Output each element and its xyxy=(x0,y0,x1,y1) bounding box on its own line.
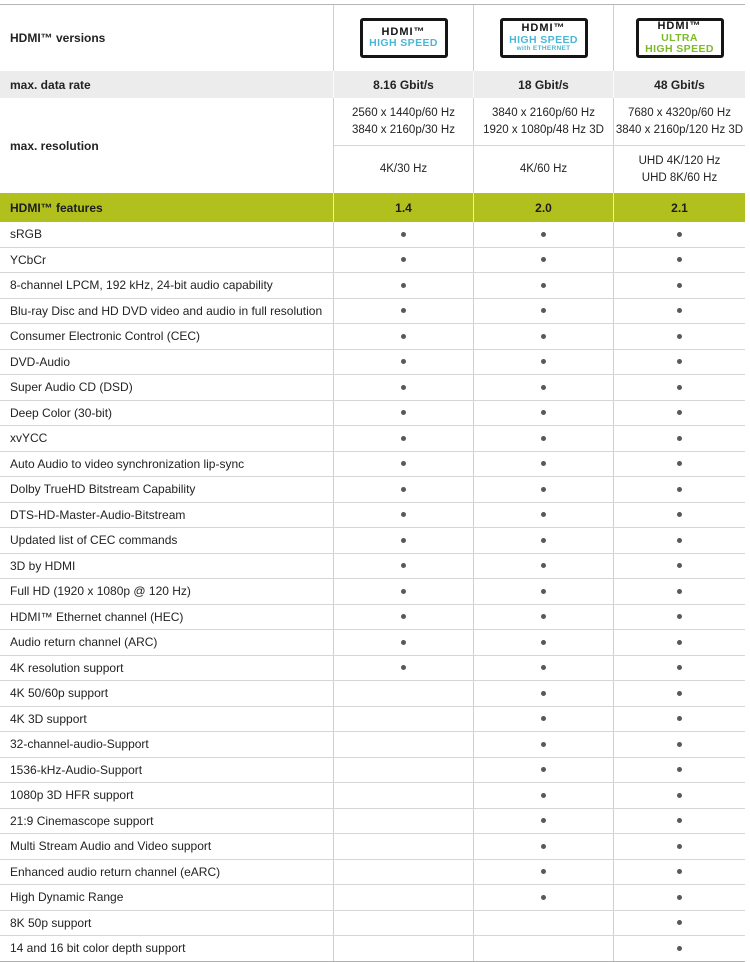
support-dot xyxy=(677,385,682,390)
hdmi-high-speed-ethernet-badge xyxy=(500,18,588,58)
resolution-cell xyxy=(613,98,745,146)
badge-line: HIGH SPEED xyxy=(369,37,438,50)
support-dot xyxy=(677,640,682,645)
feature-label: DVD-Audio xyxy=(10,354,71,369)
support-dot xyxy=(541,742,546,747)
support-cell xyxy=(613,401,745,426)
support-cell xyxy=(333,834,473,859)
support-cell xyxy=(473,630,613,655)
support-cell xyxy=(333,936,473,961)
support-cell xyxy=(473,783,613,808)
table-row xyxy=(0,605,745,631)
support-dot xyxy=(541,691,546,696)
resolution-line: UHD 8K/60 Hz xyxy=(641,171,718,184)
support-cell xyxy=(473,809,613,834)
support-cell xyxy=(333,375,473,400)
support-dot xyxy=(401,359,406,364)
support-cell xyxy=(613,375,745,400)
support-cell xyxy=(473,324,613,349)
support-cell xyxy=(613,350,745,375)
support-dot xyxy=(677,512,682,517)
table-row xyxy=(0,452,745,478)
feature-label: 8K 50p support xyxy=(10,915,92,930)
support-cell xyxy=(473,248,613,273)
support-cell xyxy=(473,707,613,732)
support-cell xyxy=(613,579,745,604)
support-dot xyxy=(677,691,682,696)
support-dot xyxy=(541,257,546,262)
support-cell xyxy=(473,273,613,298)
column-hdmi-2-0 xyxy=(473,5,613,71)
table-row xyxy=(0,248,745,274)
feature-label: 8-channel LPCM, 192 kHz, 24-bit audio capability xyxy=(10,278,273,293)
feature-label: Consumer Electronic Control (CEC) xyxy=(10,329,201,344)
support-cell xyxy=(333,401,473,426)
support-cell xyxy=(613,452,745,477)
support-cell xyxy=(473,222,613,247)
support-dot xyxy=(541,359,546,364)
support-dot xyxy=(677,436,682,441)
support-dot xyxy=(677,742,682,747)
support-cell xyxy=(613,503,745,528)
support-dot xyxy=(401,487,406,492)
support-dot xyxy=(401,385,406,390)
support-cell xyxy=(473,401,613,426)
support-cell xyxy=(473,477,613,502)
support-dot xyxy=(541,283,546,288)
data-rate-row xyxy=(0,71,745,98)
support-dot xyxy=(401,538,406,543)
support-cell xyxy=(333,579,473,604)
resolution-line: 4K/60 Hz xyxy=(519,163,568,176)
support-dot xyxy=(541,461,546,466)
table-row xyxy=(0,554,745,580)
table-row xyxy=(0,503,745,529)
support-cell xyxy=(613,707,745,732)
support-cell xyxy=(473,860,613,885)
feature-label: Dolby TrueHD Bitstream Capability xyxy=(10,482,196,497)
support-dot xyxy=(541,563,546,568)
features-header-label: HDMI™ features xyxy=(10,200,103,215)
support-dot xyxy=(541,334,546,339)
support-dot xyxy=(677,946,682,951)
feature-label: Updated list of CEC commands xyxy=(10,533,178,548)
table-row xyxy=(0,681,745,707)
support-cell xyxy=(613,834,745,859)
support-dot xyxy=(677,665,682,670)
feature-label: Super Audio CD (DSD) xyxy=(10,380,133,395)
support-dot xyxy=(401,308,406,313)
table-row xyxy=(0,758,745,784)
support-dot xyxy=(541,410,546,415)
support-cell xyxy=(333,732,473,757)
column-hdmi-2-1 xyxy=(613,5,745,71)
badge-line: ULTRA xyxy=(661,31,698,44)
support-dot xyxy=(677,334,682,339)
support-cell xyxy=(333,248,473,273)
version-number: 2.1 xyxy=(613,193,745,222)
support-cell xyxy=(613,477,745,502)
support-dot xyxy=(677,538,682,543)
version-number: 2.0 xyxy=(473,193,613,222)
feature-label: YCbCr xyxy=(10,252,47,267)
support-cell xyxy=(333,783,473,808)
hdmi-logo-icon: HDMI™ xyxy=(381,25,426,38)
table-row xyxy=(0,656,745,682)
support-dot xyxy=(677,257,682,262)
feature-label: 4K 3D support xyxy=(10,711,87,726)
support-cell xyxy=(333,477,473,502)
feature-label: Blu-ray Disc and HD DVD video and audio in full resolution xyxy=(10,303,323,318)
table-row xyxy=(0,732,745,758)
support-dot xyxy=(677,614,682,619)
resolution-line: 1920 x 1080p/48 Hz 3D xyxy=(483,123,604,136)
support-dot xyxy=(541,614,546,619)
support-cell xyxy=(613,273,745,298)
support-dot xyxy=(677,359,682,364)
support-cell xyxy=(333,452,473,477)
page xyxy=(0,4,750,956)
support-cell xyxy=(473,834,613,859)
support-cell xyxy=(333,273,473,298)
support-cell xyxy=(473,554,613,579)
support-cell xyxy=(473,656,613,681)
support-dot xyxy=(541,844,546,849)
version-number: 1.4 xyxy=(333,193,473,222)
support-cell xyxy=(473,426,613,451)
resolution-cell xyxy=(613,146,745,193)
support-cell xyxy=(333,758,473,783)
feature-label: 14 and 16 bit color depth support xyxy=(10,941,186,956)
versions-row xyxy=(0,5,745,71)
hdmi-logo-icon: HDMI™ xyxy=(657,20,702,33)
support-dot xyxy=(677,308,682,313)
support-dot xyxy=(401,614,406,619)
support-dot xyxy=(541,487,546,492)
table-row xyxy=(0,911,745,937)
feature-label: 4K resolution support xyxy=(10,660,124,675)
table-row xyxy=(0,783,745,809)
feature-label: 21:9 Cinemascope support xyxy=(10,813,154,828)
column-hdmi-1-4 xyxy=(333,5,473,71)
feature-label: DTS-HD-Master-Audio-Bitstream xyxy=(10,507,186,522)
support-dot xyxy=(401,665,406,670)
support-cell xyxy=(473,452,613,477)
badge-line: HIGH SPEED xyxy=(509,33,578,46)
feature-label: Enhanced audio return channel (eARC) xyxy=(10,864,221,879)
support-cell xyxy=(333,656,473,681)
support-dot xyxy=(677,818,682,823)
support-cell xyxy=(333,503,473,528)
support-dot xyxy=(541,589,546,594)
resolution-cell xyxy=(333,146,473,193)
feature-label: High Dynamic Range xyxy=(10,890,124,905)
support-cell xyxy=(333,885,473,910)
table-row xyxy=(0,860,745,886)
support-cell xyxy=(613,324,745,349)
support-cell xyxy=(333,809,473,834)
support-cell xyxy=(333,324,473,349)
support-dot xyxy=(401,283,406,288)
support-dot xyxy=(541,767,546,772)
table-row xyxy=(0,375,745,401)
resolution-cell xyxy=(473,146,613,193)
support-cell xyxy=(473,758,613,783)
support-cell xyxy=(613,248,745,273)
feature-label: Auto Audio to video synchronization lip-sync xyxy=(10,456,245,471)
support-cell xyxy=(473,885,613,910)
support-cell xyxy=(473,936,613,961)
support-dot xyxy=(541,232,546,237)
data-rate-value: 8.16 Gbit/s xyxy=(333,71,473,98)
support-cell xyxy=(473,579,613,604)
support-cell xyxy=(613,758,745,783)
feature-label: 3D by HDMI xyxy=(10,558,76,573)
support-cell xyxy=(613,554,745,579)
support-dot xyxy=(541,308,546,313)
features-header-row xyxy=(0,193,745,222)
feature-label: 1536-kHz-Audio-Support xyxy=(10,762,143,777)
support-dot xyxy=(677,410,682,415)
resolution-line: 7680 x 4320p/60 Hz xyxy=(628,106,731,119)
feature-label: Audio return channel (ARC) xyxy=(10,635,158,650)
support-dot xyxy=(677,844,682,849)
resolution-line: 3840 x 2160p/60 Hz xyxy=(492,106,595,119)
table-row xyxy=(0,273,745,299)
feature-label: sRGB xyxy=(10,227,43,242)
support-cell xyxy=(613,732,745,757)
feature-label: HDMI™ Ethernet channel (HEC) xyxy=(10,609,184,624)
support-cell xyxy=(613,783,745,808)
table-row xyxy=(0,528,745,554)
resolution-cell xyxy=(473,98,613,146)
support-dot xyxy=(401,334,406,339)
max-resolution-label: max. resolution xyxy=(10,138,99,153)
support-cell xyxy=(473,503,613,528)
table-row xyxy=(0,401,745,427)
support-cell xyxy=(613,528,745,553)
table-row xyxy=(0,299,745,325)
table-row xyxy=(0,350,745,376)
table-row xyxy=(0,834,745,860)
support-cell xyxy=(613,681,745,706)
support-dot xyxy=(677,716,682,721)
hdmi-ultra-high-speed-badge xyxy=(636,18,724,58)
support-cell xyxy=(613,936,745,961)
badge-line: HIGH SPEED xyxy=(645,42,714,55)
support-dot xyxy=(677,232,682,237)
support-cell xyxy=(473,299,613,324)
support-dot xyxy=(677,487,682,492)
support-cell xyxy=(333,681,473,706)
max-resolution-row xyxy=(0,98,745,193)
support-cell xyxy=(613,222,745,247)
support-cell xyxy=(473,605,613,630)
support-dot xyxy=(541,538,546,543)
badge-subline: with ETHERNET xyxy=(516,44,571,52)
support-cell xyxy=(333,911,473,936)
hdmi-comparison-table xyxy=(0,4,745,962)
data-rate-value: 48 Gbit/s xyxy=(613,71,745,98)
resolution-line: UHD 4K/120 Hz xyxy=(638,154,721,167)
feature-label: 1080p 3D HFR support xyxy=(10,788,134,803)
support-cell xyxy=(613,860,745,885)
support-dot xyxy=(401,461,406,466)
support-cell xyxy=(473,911,613,936)
support-dot xyxy=(677,895,682,900)
hdmi-logo-icon: HDMI™ xyxy=(521,22,566,35)
support-dot xyxy=(541,818,546,823)
support-dot xyxy=(677,589,682,594)
support-dot xyxy=(401,563,406,568)
support-cell xyxy=(613,605,745,630)
table-row xyxy=(0,630,745,656)
versions-label: HDMI™ versions xyxy=(10,31,106,45)
support-dot xyxy=(541,895,546,900)
support-cell xyxy=(473,732,613,757)
table-row xyxy=(0,707,745,733)
data-rate-value: 18 Gbit/s xyxy=(473,71,613,98)
support-cell xyxy=(473,528,613,553)
support-dot xyxy=(677,283,682,288)
support-dot xyxy=(677,920,682,925)
feature-label: Deep Color (30-bit) xyxy=(10,405,113,420)
support-cell xyxy=(473,375,613,400)
support-dot xyxy=(401,640,406,645)
support-cell xyxy=(333,299,473,324)
support-dot xyxy=(541,640,546,645)
support-dot xyxy=(401,436,406,441)
resolution-line: 4K/30 Hz xyxy=(379,163,428,176)
feature-label: xvYCC xyxy=(10,431,48,446)
table-row xyxy=(0,477,745,503)
support-dot xyxy=(677,461,682,466)
support-cell xyxy=(333,350,473,375)
feature-label: 32-channel-audio-Support xyxy=(10,737,149,752)
table-row xyxy=(0,885,745,911)
support-cell xyxy=(333,630,473,655)
table-row xyxy=(0,936,745,962)
support-dot xyxy=(677,793,682,798)
support-dot xyxy=(541,793,546,798)
support-dot xyxy=(401,410,406,415)
support-cell xyxy=(613,911,745,936)
support-cell xyxy=(333,426,473,451)
support-dot xyxy=(677,869,682,874)
resolution-line: 2560 x 1440p/60 Hz xyxy=(352,106,455,119)
support-cell xyxy=(613,809,745,834)
support-cell xyxy=(333,860,473,885)
support-dot xyxy=(401,512,406,517)
support-cell xyxy=(473,681,613,706)
features-table-body xyxy=(0,222,745,962)
feature-label: Multi Stream Audio and Video support xyxy=(10,839,212,854)
table-row xyxy=(0,809,745,835)
feature-label: 4K 50/60p support xyxy=(10,686,109,701)
support-dot xyxy=(401,589,406,594)
support-cell xyxy=(613,656,745,681)
data-rate-label: max. data rate xyxy=(10,77,91,92)
support-dot xyxy=(677,767,682,772)
feature-label: Full HD (1920 x 1080p @ 120 Hz) xyxy=(10,584,191,599)
support-dot xyxy=(541,716,546,721)
support-cell xyxy=(613,426,745,451)
support-cell xyxy=(333,528,473,553)
support-dot xyxy=(541,512,546,517)
table-row xyxy=(0,426,745,452)
table-row xyxy=(0,579,745,605)
support-dot xyxy=(541,869,546,874)
resolution-line: 3840 x 2160p/120 Hz 3D xyxy=(615,123,744,136)
support-dot xyxy=(401,232,406,237)
support-cell xyxy=(473,350,613,375)
resolution-cell xyxy=(333,98,473,146)
support-cell xyxy=(333,554,473,579)
support-cell xyxy=(613,885,745,910)
support-dot xyxy=(541,665,546,670)
support-cell xyxy=(613,630,745,655)
table-row xyxy=(0,324,745,350)
support-cell xyxy=(613,299,745,324)
support-cell xyxy=(333,707,473,732)
support-cell xyxy=(333,605,473,630)
resolution-line: 3840 x 2160p/30 Hz xyxy=(352,123,455,136)
support-dot xyxy=(677,563,682,568)
hdmi-high-speed-badge xyxy=(360,18,448,58)
support-dot xyxy=(541,436,546,441)
support-dot xyxy=(401,257,406,262)
table-row xyxy=(0,222,745,248)
support-cell xyxy=(333,222,473,247)
support-dot xyxy=(541,385,546,390)
